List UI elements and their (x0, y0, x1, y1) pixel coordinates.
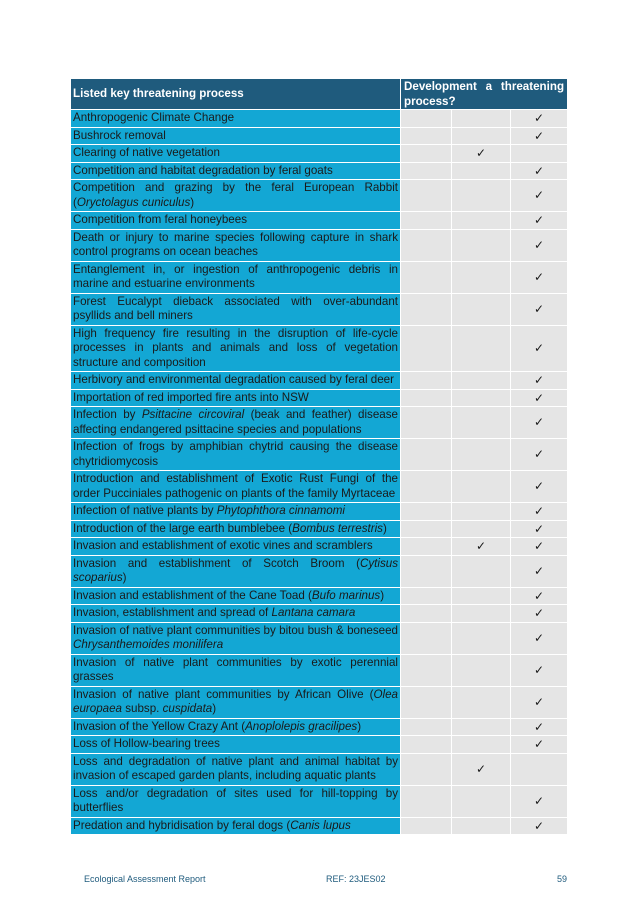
empty-check-cell (452, 622, 511, 654)
empty-check-cell (401, 736, 452, 754)
empty-check-cell (452, 686, 511, 718)
table-header-row (71, 79, 568, 110)
empty-check-cell (452, 718, 511, 736)
process-name-cell (71, 293, 401, 325)
checkmark-icon: ✓ (511, 162, 568, 180)
process-name-cell (71, 736, 401, 754)
empty-check-cell (401, 180, 452, 212)
empty-check-cell (401, 471, 452, 503)
checkmark-icon: ✓ (511, 785, 568, 817)
development-column-header: Development a threatening process? (401, 79, 568, 110)
empty-check-cell (401, 407, 452, 439)
empty-check-cell (401, 162, 452, 180)
empty-check-cell (401, 753, 452, 785)
process-text: Infection by (73, 408, 142, 421)
process-text: Invasion and establishment of Scotch Broom ( (73, 556, 360, 570)
species-name-text: Phytophthora cinnamomi (216, 504, 345, 517)
table-row (71, 261, 568, 293)
table-row (71, 471, 568, 503)
table-row (71, 439, 568, 471)
species-name-text: Oryctolagus cuniculus (76, 195, 191, 209)
process-name-cell (71, 654, 401, 686)
table-row (71, 736, 568, 754)
checkmark-icon: ✓ (511, 407, 568, 439)
process-name-cell (71, 389, 401, 407)
empty-check-cell (452, 587, 511, 605)
process-name-cell (71, 753, 401, 785)
species-name-text: Anoplolepis gracilipes (245, 719, 358, 733)
checkmark-icon: ✓ (511, 212, 568, 230)
empty-check-cell (401, 145, 452, 163)
empty-check-cell (452, 110, 511, 128)
process-name-cell (71, 686, 401, 718)
table-row (71, 654, 568, 686)
checkmark-icon: ✓ (511, 471, 568, 503)
empty-check-cell (452, 503, 511, 521)
checkmark-icon: ✓ (511, 605, 568, 623)
empty-check-cell (401, 686, 452, 718)
checkmark-icon: ✓ (511, 736, 568, 754)
checkmark-icon: ✓ (511, 538, 568, 556)
species-name-text: Bombus terrestris (292, 521, 383, 535)
empty-check-cell (401, 261, 452, 293)
process-text: Invasion and establishment of exotic vines and scramblers (73, 539, 373, 552)
table-row (71, 605, 568, 623)
checkmark-icon: ✓ (511, 817, 568, 835)
table-row (71, 520, 568, 538)
process-name-cell (71, 261, 401, 293)
table-row (71, 622, 568, 654)
species-name-text: Psittacine circoviral (141, 408, 245, 421)
empty-check-cell (452, 229, 511, 261)
checkmark-icon: ✓ (511, 622, 568, 654)
species-name-text: Cytisus scoparius (73, 556, 398, 584)
process-name-cell (71, 555, 401, 587)
process-text: Loss of Hollow-bearing trees (73, 737, 220, 750)
process-text: Invasion and establishment of the Cane Toad ( (73, 588, 312, 602)
empty-check-cell (452, 407, 511, 439)
table-row (71, 785, 568, 817)
empty-check-cell (452, 212, 511, 230)
process-name-cell (71, 325, 401, 372)
empty-check-cell (401, 229, 452, 261)
empty-check-cell (452, 520, 511, 538)
species-name-text: Olea europaea (73, 687, 398, 715)
table-row (71, 538, 568, 556)
threatening-process-table (70, 78, 568, 835)
process-text: Infection of native plants by (73, 504, 217, 517)
process-text: Introduction and establishment of Exotic Rust Fungi of the order Pucciniales pathogenic on plants of the family Myrtaceae (73, 472, 398, 500)
table-row (71, 555, 568, 587)
process-name-cell (71, 503, 401, 521)
footer-ref: REF: 23JES02 (326, 874, 386, 884)
process-name-cell (71, 622, 401, 654)
table-row (71, 212, 568, 230)
species-name-text: cuspidata (162, 702, 213, 715)
species-name-text: Canis lupus (290, 818, 351, 832)
process-name-cell (71, 407, 401, 439)
empty-check-cell (401, 127, 452, 145)
empty-check-cell (401, 503, 452, 521)
checkmark-icon: ✓ (511, 372, 568, 390)
empty-check-cell (401, 520, 452, 538)
checkmark-icon: ✓ (511, 654, 568, 686)
empty-check-cell (401, 555, 452, 587)
process-name-cell (71, 180, 401, 212)
checkmark-icon: ✓ (511, 325, 568, 372)
empty-check-cell (452, 555, 511, 587)
empty-check-cell (511, 753, 568, 785)
process-text: Death or injury to marine species following capture in shark control programs on ocean beaches (73, 230, 398, 258)
empty-check-cell (401, 817, 452, 835)
table-row (71, 325, 568, 372)
process-text: Importation of red imported fire ants into NSW (73, 390, 309, 404)
process-text: Competition and habitat degradation by feral goats (73, 163, 333, 177)
process-text: Entanglement in, or ingestion of anthropogenic debris in marine and estuarine environments (73, 262, 398, 290)
empty-check-cell (401, 110, 452, 128)
checkmark-icon: ✓ (452, 145, 511, 163)
table-row (71, 389, 568, 407)
process-text: (beak and feather) disease affecting endangered psittacine species and populations (73, 408, 398, 436)
table-row (71, 407, 568, 439)
checkmark-icon: ✓ (511, 686, 568, 718)
empty-check-cell (452, 389, 511, 407)
process-name-cell (71, 229, 401, 261)
table-row (71, 110, 568, 128)
checkmark-icon: ✓ (452, 538, 511, 556)
table-row (71, 180, 568, 212)
process-text: Herbivory and environmental degradation caused by feral deer (73, 373, 394, 386)
empty-check-cell (452, 605, 511, 623)
process-text: ) (380, 588, 385, 602)
footer-page-number: 59 (557, 874, 568, 884)
checkmark-icon: ✓ (511, 110, 568, 128)
process-name-cell (71, 110, 401, 128)
empty-check-cell (401, 439, 452, 471)
checkmark-icon: ✓ (511, 587, 568, 605)
checkmark-icon: ✓ (511, 503, 568, 521)
checkmark-icon: ✓ (511, 261, 568, 293)
process-text: Anthropogenic Climate Change (73, 111, 235, 124)
process-text: Introduction of the large earth bumblebee ( (73, 521, 293, 535)
table-row (71, 587, 568, 605)
process-text: Invasion of the Yellow Crazy Ant ( (73, 719, 246, 733)
empty-check-cell (452, 127, 511, 145)
empty-check-cell (401, 212, 452, 230)
empty-check-cell (452, 439, 511, 471)
species-name-text: Lantana camara (271, 606, 356, 619)
process-text: Forest Eucalypt dieback associated with over-abundant psyllids and bell miners (73, 294, 398, 322)
process-text: ) (382, 521, 387, 535)
empty-check-cell (452, 162, 511, 180)
empty-check-cell (401, 389, 452, 407)
table-row (71, 145, 568, 163)
empty-check-cell (452, 325, 511, 372)
process-name-cell (71, 145, 401, 163)
process-text: Clearing of native vegetation (73, 146, 220, 159)
empty-check-cell (401, 587, 452, 605)
empty-check-cell (452, 471, 511, 503)
empty-check-cell (401, 654, 452, 686)
empty-check-cell (452, 736, 511, 754)
empty-check-cell (401, 718, 452, 736)
empty-check-cell (452, 293, 511, 325)
process-name-cell (71, 817, 401, 835)
process-text: Infection of frogs by amphibian chytrid causing the disease chytridiomycosis (73, 440, 398, 468)
empty-check-cell (452, 785, 511, 817)
process-text: Invasion of native plant communities by bitou bush & boneseed (73, 623, 398, 637)
empty-check-cell (452, 654, 511, 686)
empty-check-cell (401, 785, 452, 817)
process-text: High frequency fire resulting in the disruption of life-cycle processes in plants and animals and loss of vegetation structure and composition (73, 326, 398, 369)
empty-check-cell (452, 180, 511, 212)
checkmark-icon: ✓ (511, 180, 568, 212)
process-name-cell (71, 538, 401, 556)
table-body (71, 110, 568, 835)
table-row (71, 817, 568, 835)
table-row (71, 127, 568, 145)
empty-check-cell (401, 372, 452, 390)
empty-check-cell (511, 145, 568, 163)
process-text: Bushrock removal (73, 128, 166, 142)
checkmark-icon: ✓ (452, 753, 511, 785)
process-text: ) (357, 719, 362, 733)
empty-check-cell (401, 622, 452, 654)
empty-check-cell (401, 538, 452, 556)
process-name-cell (71, 605, 401, 623)
empty-check-cell (401, 605, 452, 623)
process-name-cell (71, 212, 401, 230)
process-text: Invasion, establishment and spread of (73, 606, 272, 619)
checkmark-icon: ✓ (511, 127, 568, 145)
species-name-text: Chrysanthemoides monilifera (73, 638, 224, 651)
process-text: Loss and/or degradation of sites used for hill-topping by butterflies (73, 786, 398, 814)
checkmark-icon: ✓ (511, 229, 568, 261)
process-text: ) (190, 195, 195, 209)
process-column-header: Listed key threatening process (71, 79, 401, 110)
checkmark-icon: ✓ (511, 718, 568, 736)
checkmark-icon: ✓ (511, 439, 568, 471)
table-row (71, 503, 568, 521)
process-text: ) (122, 571, 127, 584)
species-name-text: Bufo marinus (311, 588, 381, 602)
process-name-cell (71, 718, 401, 736)
empty-check-cell (452, 372, 511, 390)
table-row (71, 372, 568, 390)
process-name-cell (71, 587, 401, 605)
empty-check-cell (401, 325, 452, 372)
process-text: Invasion of native plant communities by exotic perennial grasses (73, 655, 398, 683)
process-text: Invasion of native plant communities by African Olive ( (73, 687, 374, 701)
table-row (71, 753, 568, 785)
process-text: Predation and hybridisation by feral dogs ( (73, 818, 291, 832)
table-row (71, 718, 568, 736)
checkmark-icon: ✓ (511, 293, 568, 325)
process-name-cell (71, 439, 401, 471)
table-row (71, 229, 568, 261)
checkmark-icon: ✓ (511, 389, 568, 407)
empty-check-cell (452, 817, 511, 835)
process-name-cell (71, 162, 401, 180)
footer-report-title: Ecological Assessment Report (84, 874, 206, 884)
process-name-cell (71, 520, 401, 538)
table-row (71, 686, 568, 718)
process-text: Competition from feral honeybees (73, 213, 247, 226)
empty-check-cell (401, 293, 452, 325)
checkmark-icon: ✓ (511, 555, 568, 587)
process-name-cell (71, 127, 401, 145)
process-text: ) (212, 702, 217, 715)
table-row (71, 293, 568, 325)
process-text: Competition and grazing by the feral European Rabbit ( (73, 181, 398, 209)
empty-check-cell (452, 261, 511, 293)
process-name-cell (71, 785, 401, 817)
process-text: Loss and degradation of native plant and animal habitat by invasion of escaped garden plants, including aquatic plants (73, 754, 398, 782)
checkmark-icon: ✓ (511, 520, 568, 538)
table-row (71, 162, 568, 180)
process-name-cell (71, 471, 401, 503)
process-text: subsp. (122, 702, 163, 715)
process-name-cell (71, 372, 401, 390)
